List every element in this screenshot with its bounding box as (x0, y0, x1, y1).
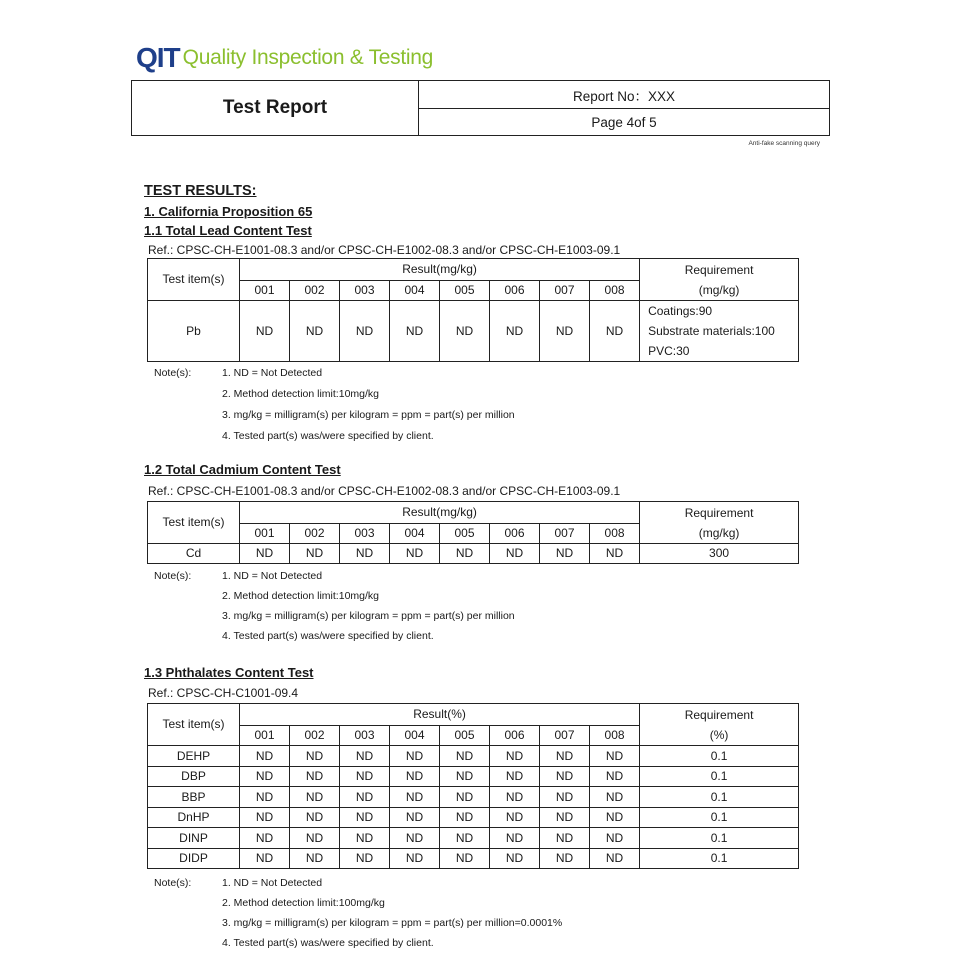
cadmium-ref: Ref.: CPSC-CH-E1001-08.3 and/or CPSC-CH-E1002-08.3 and/or CPSC-CH-E1003-09.1 (148, 484, 621, 498)
result-value: ND (240, 766, 290, 787)
cadmium-results-table (147, 501, 799, 564)
report-header (131, 80, 830, 136)
result-value: ND (290, 807, 340, 828)
requirement-line: Substrate materials:100 (648, 324, 775, 338)
test-item: Pb (148, 301, 240, 362)
table-row (148, 766, 799, 787)
header-row (148, 259, 799, 281)
sample-id: 005 (440, 281, 490, 301)
result-value: ND (490, 787, 540, 808)
test-item: DINP (148, 828, 240, 849)
result-value: ND (390, 848, 440, 869)
result-value: ND (240, 848, 290, 869)
sample-id: 006 (490, 726, 540, 746)
sample-id: 007 (540, 726, 590, 746)
requirement-value: 0.1 (640, 848, 799, 869)
phthalates-heading: 1.3 Phthalates Content Test (144, 665, 314, 680)
result-value: ND (440, 301, 490, 362)
note-item: 3. mg/kg = milligram(s) per kilogram = ppm = part(s) per million (222, 610, 515, 622)
test-item: BBP (148, 787, 240, 808)
requirement-header-line: (mg/kg) (698, 282, 740, 297)
result-value: ND (590, 746, 640, 767)
result-value: ND (390, 828, 440, 849)
result-value: ND (290, 301, 340, 362)
sample-id: 001 (240, 726, 290, 746)
result-value: ND (590, 787, 640, 808)
logo-mark: QIT (136, 42, 180, 73)
result-value: ND (240, 828, 290, 849)
result-value: ND (590, 301, 640, 362)
requirement-header (640, 502, 799, 544)
result-value: ND (490, 848, 540, 869)
sample-id: 002 (290, 726, 340, 746)
sample-id: 004 (390, 281, 440, 301)
result-value: ND (440, 746, 490, 767)
result-value: ND (240, 544, 290, 564)
result-value: ND (540, 828, 590, 849)
result-value: ND (490, 301, 540, 362)
section-title: TEST RESULTS: (144, 183, 257, 199)
result-value: ND (540, 301, 590, 362)
result-value: ND (340, 787, 390, 808)
section-subtitle: 1. California Proposition 65 (144, 204, 313, 219)
requirement-header-line: Requirement (684, 262, 754, 277)
requirement-header-line: Requirement (684, 505, 754, 520)
test-item: Cd (148, 544, 240, 564)
result-value: ND (590, 807, 640, 828)
table-row (148, 787, 799, 808)
test-item-header: Test item(s) (148, 259, 240, 301)
result-value: ND (290, 828, 340, 849)
result-value: ND (340, 301, 390, 362)
lead-results-table (147, 258, 799, 362)
table-row (148, 848, 799, 869)
notes-label: Note(s): (154, 570, 192, 582)
note-item: 3. mg/kg = milligram(s) per kilogram = ppm = part(s) per million=0.0001% (222, 917, 563, 929)
result-value: ND (440, 544, 490, 564)
sample-id: 003 (340, 726, 390, 746)
result-value: ND (340, 807, 390, 828)
test-item-header: Test item(s) (148, 704, 240, 746)
result-value: ND (590, 766, 640, 787)
requirement-value (640, 301, 799, 362)
note-item: 2. Method detection limit:10mg/kg (222, 590, 379, 602)
anti-fake-link[interactable]: Anti-fake scanning query (748, 140, 820, 147)
result-value: ND (340, 766, 390, 787)
result-value: ND (390, 787, 440, 808)
result-value: ND (290, 544, 340, 564)
note-item: 3. mg/kg = milligram(s) per kilogram = ppm = part(s) per million (222, 409, 515, 421)
result-value: ND (240, 746, 290, 767)
result-value: ND (540, 787, 590, 808)
requirement-header (640, 259, 799, 301)
result-value: ND (440, 848, 490, 869)
sample-id: 004 (390, 726, 440, 746)
result-value: ND (440, 828, 490, 849)
result-value: ND (490, 544, 540, 564)
lead-heading: 1.1 Total Lead Content Test (144, 223, 312, 238)
result-value: ND (390, 746, 440, 767)
result-value: ND (340, 848, 390, 869)
requirement-line: PVC:30 (648, 344, 690, 358)
sample-id: 004 (390, 524, 440, 544)
page-number: Page 4of 5 (591, 114, 657, 130)
sample-id: 007 (540, 281, 590, 301)
result-value: ND (490, 766, 540, 787)
requirement-header-line: (%) (709, 727, 729, 742)
note-item: 4. Tested part(s) was/were specified by client. (222, 937, 434, 949)
table-row (148, 544, 799, 564)
note-item: 1. ND = Not Detected (222, 877, 323, 889)
header-row (148, 704, 799, 726)
result-value: ND (340, 544, 390, 564)
result-value: ND (290, 746, 340, 767)
sample-id: 003 (340, 524, 390, 544)
note-item: 1. ND = Not Detected (222, 367, 323, 379)
requirement-header-line: Requirement (684, 707, 754, 722)
requirement-header (640, 704, 799, 746)
note-item: 1. ND = Not Detected (222, 570, 323, 582)
sample-id: 008 (590, 726, 640, 746)
result-value: ND (440, 807, 490, 828)
result-value: ND (490, 828, 540, 849)
test-item: DnHP (148, 807, 240, 828)
requirement-value: 0.1 (640, 746, 799, 767)
result-value: ND (590, 848, 640, 869)
sample-id: 001 (240, 281, 290, 301)
result-value: ND (540, 746, 590, 767)
result-value: ND (490, 746, 540, 767)
requirement-value: 0.1 (640, 828, 799, 849)
sample-id: 007 (540, 524, 590, 544)
result-header: Result(%) (240, 704, 640, 726)
cadmium-heading: 1.2 Total Cadmium Content Test (144, 462, 341, 477)
result-value: ND (290, 766, 340, 787)
report-number: Report No：XXX (419, 81, 829, 109)
result-value: ND (540, 766, 590, 787)
test-item: DIDP (148, 848, 240, 869)
result-value: ND (290, 848, 340, 869)
result-value: ND (540, 848, 590, 869)
result-value: ND (490, 807, 540, 828)
sample-id: 003 (340, 281, 390, 301)
result-value: ND (340, 746, 390, 767)
table-row (148, 807, 799, 828)
result-value: ND (590, 544, 640, 564)
test-item: DBP (148, 766, 240, 787)
table-row (148, 746, 799, 767)
lead-ref: Ref.: CPSC-CH-E1001-08.3 and/or CPSC-CH-E1002-08.3 and/or CPSC-CH-E1003-09.1 (148, 243, 621, 257)
test-item-header: Test item(s) (148, 502, 240, 544)
sample-id: 006 (490, 281, 540, 301)
result-header: Result(mg/kg) (240, 259, 640, 281)
result-value: ND (540, 544, 590, 564)
sample-id: 002 (290, 281, 340, 301)
result-value: ND (390, 807, 440, 828)
result-value: ND (590, 828, 640, 849)
report-title: Test Report (132, 81, 419, 135)
note-item: 2. Method detection limit:10mg/kg (222, 388, 379, 400)
notes-label: Note(s): (154, 367, 192, 379)
requirement-value: 0.1 (640, 787, 799, 808)
result-value: ND (240, 787, 290, 808)
note-item: 4. Tested part(s) was/were specified by client. (222, 630, 434, 642)
phthalates-results-table (147, 703, 799, 869)
notes-label: Note(s): (154, 877, 192, 889)
table-row (148, 828, 799, 849)
company-logo (136, 44, 433, 72)
result-header: Result(mg/kg) (240, 502, 640, 524)
result-value: ND (340, 828, 390, 849)
test-item: DEHP (148, 746, 240, 767)
result-value: ND (440, 787, 490, 808)
result-value: ND (390, 544, 440, 564)
sample-id: 008 (590, 281, 640, 301)
requirement-line: Coatings:90 (648, 304, 713, 318)
result-value: ND (390, 301, 440, 362)
sample-id: 008 (590, 524, 640, 544)
result-value: ND (540, 807, 590, 828)
result-value: ND (440, 766, 490, 787)
sample-id: 001 (240, 524, 290, 544)
sample-id: 005 (440, 726, 490, 746)
note-item: 2. Method detection limit:100mg/kg (222, 897, 385, 909)
result-value: ND (240, 301, 290, 362)
sample-id: 005 (440, 524, 490, 544)
sample-id: 006 (490, 524, 540, 544)
requirement-value: 0.1 (640, 766, 799, 787)
header-row (148, 502, 799, 524)
requirement-value: 0.1 (640, 807, 799, 828)
result-value: ND (240, 807, 290, 828)
result-value: ND (290, 787, 340, 808)
requirement-header-line: (mg/kg) (698, 525, 740, 540)
note-item: 4. Tested part(s) was/were specified by client. (222, 430, 434, 442)
table-row (148, 301, 799, 362)
logo-name: Quality Inspection & Testing (182, 46, 434, 69)
sample-id: 002 (290, 524, 340, 544)
result-value: ND (390, 766, 440, 787)
phthalates-ref: Ref.: CPSC-CH-C1001-09.4 (148, 686, 299, 700)
requirement-value: 300 (640, 544, 799, 564)
